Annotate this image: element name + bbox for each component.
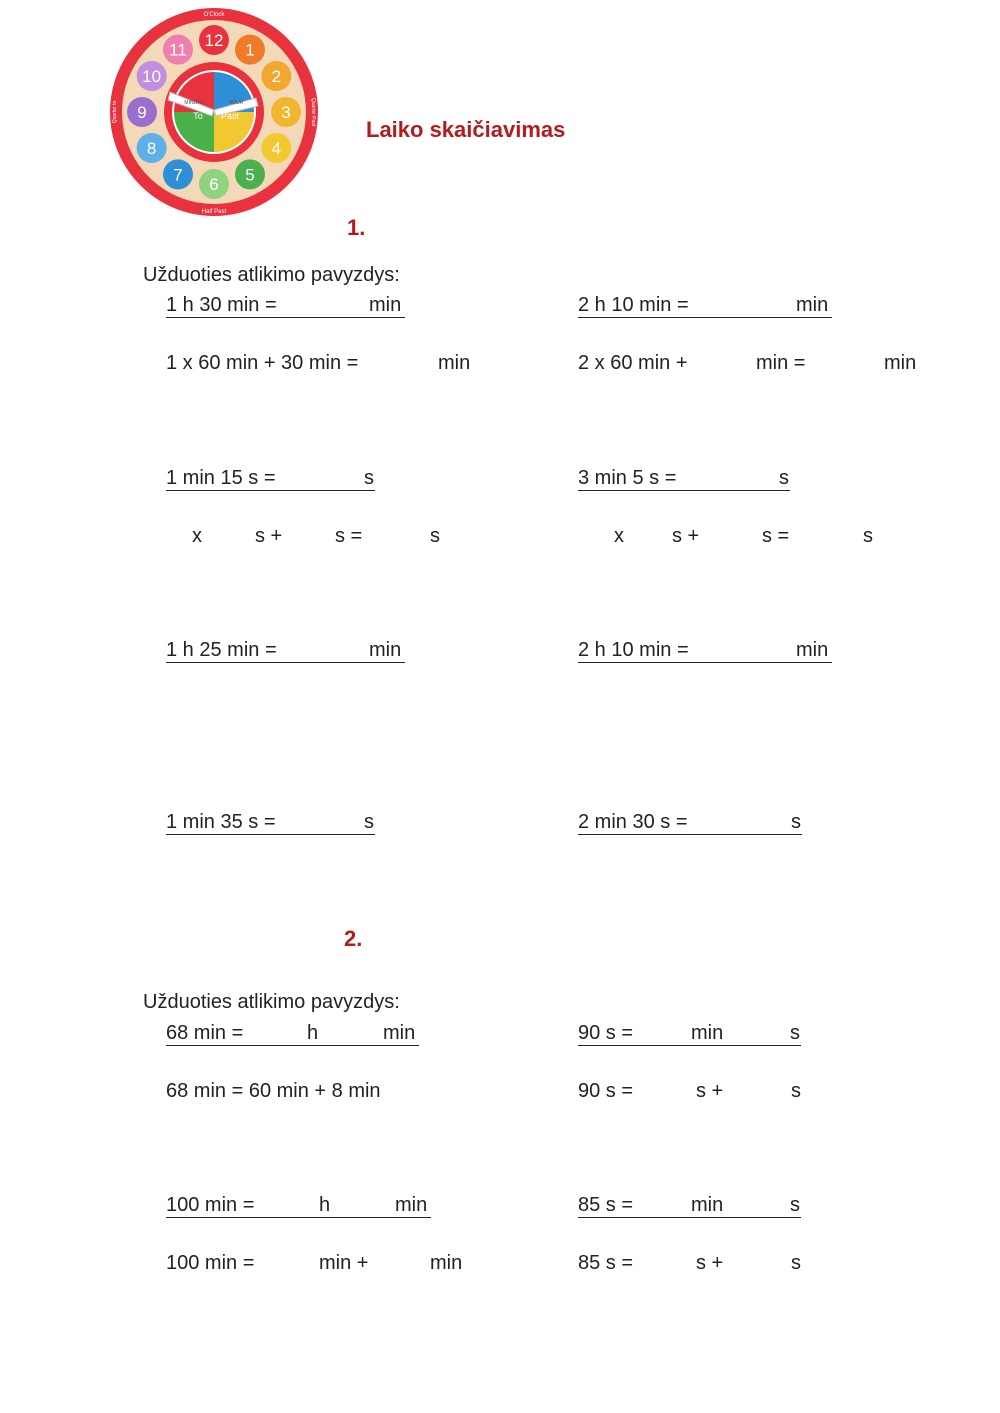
example-expression: 100 min =: [166, 1252, 255, 1274]
task-unit-min: min: [691, 1194, 724, 1216]
task-unit: s: [364, 467, 374, 489]
task-row: [166, 1021, 419, 1046]
task-unit: min: [369, 294, 402, 316]
task-expression: 90 s =: [578, 1022, 634, 1044]
example-unit: min: [884, 352, 917, 374]
blank-s: s: [863, 525, 873, 547]
blank-min: min: [430, 1252, 463, 1274]
task-unit: min: [369, 639, 402, 661]
clock-number: 12: [204, 31, 224, 50]
blank-s-equals: s =: [762, 525, 790, 547]
task-unit-h: h: [307, 1022, 319, 1044]
task-row: [166, 466, 375, 491]
clock-number: 10: [142, 67, 162, 86]
clock-hour-text: HOUR: [228, 100, 244, 106]
page-title: Laiko skaičiavimas: [366, 117, 566, 142]
task-expression: 1 h 30 min =: [166, 294, 277, 316]
clock-number: 2: [271, 67, 282, 86]
task-expression: 2 h 10 min =: [578, 294, 689, 316]
example-expression: 90 s =: [578, 1080, 634, 1102]
task-row: [578, 810, 802, 835]
blank-s-plus: s +: [696, 1080, 724, 1102]
blank-s: s: [430, 525, 440, 547]
task-row: [166, 1193, 431, 1218]
section-2-example-label: Užduoties atlikimo pavyzdys:: [143, 991, 400, 1013]
blank-s: s: [791, 1252, 801, 1274]
task-row: [166, 810, 375, 835]
blank-s-equals: s =: [335, 525, 363, 547]
blank-x: x: [614, 525, 624, 547]
clock-number: 3: [281, 103, 291, 122]
blank-x: x: [192, 525, 202, 547]
task-unit-min: min: [383, 1022, 416, 1044]
task-row: [166, 638, 405, 663]
task-unit: s: [364, 811, 374, 833]
section-1-example-label: Užduoties atlikimo pavyzdys:: [143, 264, 400, 286]
example-unit: min: [438, 352, 471, 374]
task-expression: 100 min =: [166, 1194, 255, 1216]
section-2-number: 2.: [344, 926, 363, 951]
task-unit-s: s: [790, 1022, 800, 1044]
task-expression: 2 h 10 min =: [578, 639, 689, 661]
task-expression: 1 min 15 s =: [166, 467, 276, 489]
clock-number: 6: [209, 175, 219, 194]
clock-top-text: O'Clock: [203, 12, 225, 18]
task-unit: min: [796, 294, 829, 316]
task-row: [166, 293, 405, 318]
task-expression: 68 min =: [166, 1022, 244, 1044]
task-unit-min: min: [691, 1022, 724, 1044]
task-row: [578, 638, 832, 663]
clock-past-text: Past: [220, 111, 240, 121]
task-row: [578, 466, 790, 491]
clock-bottom-text: Half Past: [201, 209, 227, 215]
task-expression: 1 h 25 min =: [166, 639, 277, 661]
task-row: [578, 293, 832, 318]
blank-s-plus: s +: [696, 1252, 724, 1274]
example-expression: 1 x 60 min + 30 min =: [166, 352, 359, 374]
section-1-number: 1.: [347, 215, 366, 240]
task-unit: min: [796, 639, 829, 661]
clock-number: 7: [173, 165, 183, 185]
clock-illustration: [108, 6, 320, 218]
blank-s-plus: s +: [255, 525, 283, 547]
clock-number: 11: [169, 40, 187, 60]
clock-number: 5: [245, 165, 255, 185]
task-unit: s: [791, 811, 801, 833]
task-expression: 85 s =: [578, 1194, 634, 1216]
clock-number: 9: [137, 103, 147, 122]
task-unit-s: s: [790, 1194, 800, 1216]
blank-s-plus: s +: [672, 525, 700, 547]
clock-right-text: Quarter Past: [310, 97, 316, 127]
clock-number: 1: [245, 40, 255, 60]
example-expression: 85 s =: [578, 1252, 634, 1274]
clock-number: 8: [146, 139, 157, 158]
example-expression: 2 x 60 min +: [578, 352, 688, 374]
task-expression: 1 min 35 s =: [166, 811, 276, 833]
blank-s: s: [791, 1080, 801, 1102]
task-row: [578, 1021, 801, 1046]
task-unit-min: min: [395, 1194, 428, 1216]
task-row: [578, 1193, 801, 1218]
clock-left-text: Quarter to: [112, 100, 118, 124]
clock-minute-text: MINUTE: [184, 100, 204, 106]
task-expression: 2 min 30 s =: [578, 811, 688, 833]
task-unit-h: h: [319, 1194, 331, 1216]
clock-to-text: To: [193, 111, 203, 121]
clock-number: 4: [271, 139, 282, 158]
task-unit: s: [779, 467, 789, 489]
example-mid: min =: [756, 352, 806, 374]
example-expression: 68 min = 60 min + 8 min: [166, 1080, 381, 1102]
task-expression: 3 min 5 s =: [578, 467, 677, 489]
blank-min-plus: min +: [319, 1252, 369, 1274]
